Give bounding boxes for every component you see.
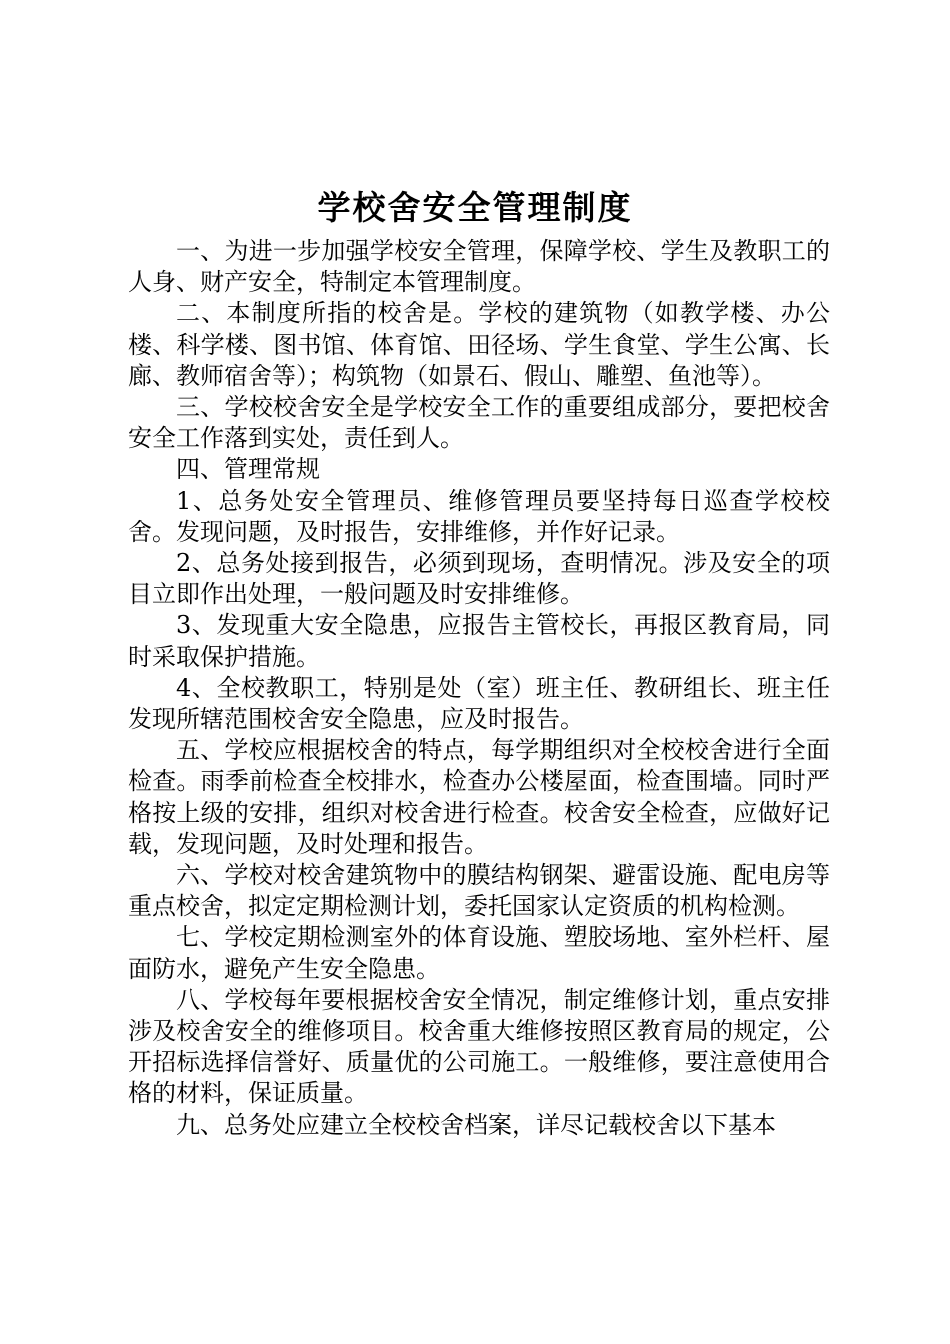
document-title: 学校舍安全管理制度 — [317, 188, 633, 227]
paragraph-1: 一、为进一步加强学校安全管理，保障学校、学生及教职工的人身、财产安全，特制定本管理制度。 — [128, 237, 830, 297]
paragraph-13: 九、总务处应建立全校校舍档案，详尽记载校舍以下基本 — [176, 1110, 776, 1139]
paragraph-9: 五、学校应根据校舍的特点，每学期组织对全校校舍进行全面检查。雨季前检查全校排水，检查办公楼屋面，检查围墙。同时严格按上级的安排，组织对校舍进行检查。校舍安全检查，应做好记载，发现问题，及时处理和报告。 — [128, 736, 830, 858]
paragraph-2: 二、本制度所指的校舍是。学校的建筑物（如教学楼、办公楼、科学楼、图书馆、体育馆、田径场、学生食堂、学生公寓、长廊、教师宿舍等）；构筑物（如景石、假山、雕塑、鱼池等）。 — [128, 299, 830, 390]
paragraph-5: 1、总务处安全管理员、维修管理员要坚持每日巡查学校校舍。发现问题，及时报告，安排维修，并作好记录。 — [128, 486, 830, 546]
paragraph-12: 八、学校每年要根据校舍安全情况，制定维修计划，重点安排涉及校舍安全的维修项目。校舍重大维修按照区教育局的规定，公开招标选择信誉好、质量优的公司施工。一般维修，要注意使用合格的材料，保证质量。 — [128, 985, 830, 1108]
paragraph-4: 四、管理常规 — [176, 455, 320, 484]
paragraph-7: 3、发现重大安全隐患，应报告主管校长，再报区教育局，同时采取保护措施。 — [128, 611, 830, 671]
paragraph-6: 2、总务处接到报告，必须到现场，查明情况。涉及安全的项目立即作出处理，一般问题及时安排维修。 — [128, 549, 830, 609]
paragraph-3: 三、学校校舍安全是学校安全工作的重要组成部分，要把校舍安全工作落到实处，责任到人。 — [128, 393, 830, 453]
document-body — [128, 236, 830, 1141]
paragraph-11: 七、学校定期检测室外的体育设施、塑胶场地、室外栏杆、屋面防水，避免产生安全隐患。 — [128, 923, 830, 983]
paragraph-8: 4、全校教职工，特别是处（室）班主任、教研组长、班主任发现所辖范围校舍安全隐患，应及时报告。 — [128, 673, 830, 734]
paragraph-10: 六、学校对校舍建筑物中的膜结构钢架、避雷设施、配电房等重点校舍，拟定定期检测计划，委托国家认定资质的机构检测。 — [128, 861, 830, 921]
